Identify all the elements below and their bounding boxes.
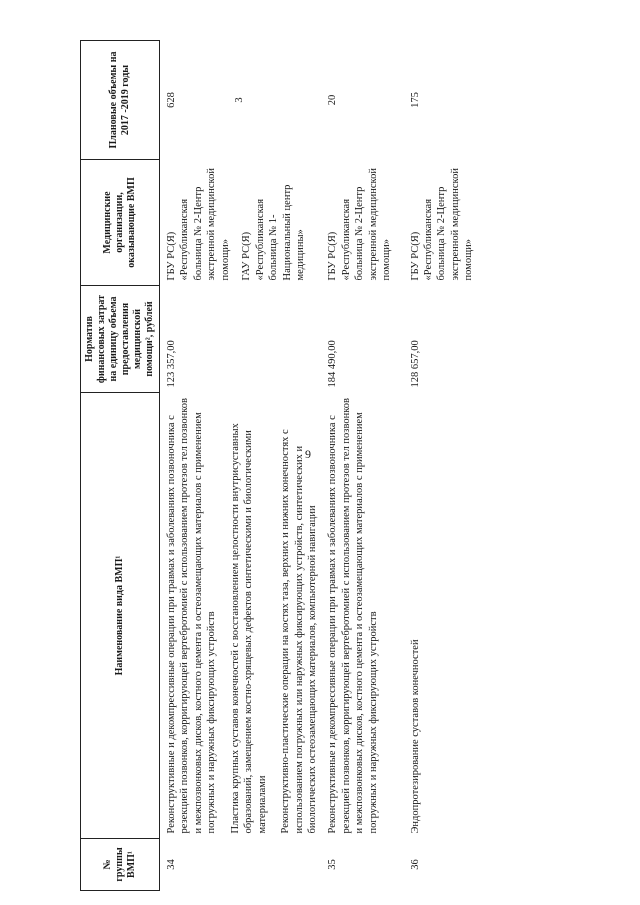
table-row xyxy=(160,41,322,891)
vmp-table xyxy=(80,40,486,891)
group-number-cell: 34 xyxy=(166,859,177,870)
organizations-cell xyxy=(160,160,322,286)
group-number-cell: 35 xyxy=(327,859,339,870)
vmp-name-cell xyxy=(321,393,403,839)
vmp-name-cell xyxy=(404,393,486,839)
header-group-number: № группы ВМП¹ xyxy=(81,839,160,891)
planned-volume-cell: 20 xyxy=(327,94,339,106)
organization-text: ГБУ РС(Я) «Республиканская больница № 2-Центр экстренной медицинской помощи» xyxy=(166,168,231,281)
page-number: 9 xyxy=(305,447,311,461)
table-row xyxy=(321,41,403,891)
planned-volume-value: 3 xyxy=(234,97,245,103)
organizations-cell xyxy=(321,160,403,286)
cost-norm-cell: 128 657,00 xyxy=(409,340,421,388)
organization-text: ГБУ РС(Я) «Республиканская больница № 2-Центр экстренной медицинской помощи» xyxy=(409,168,475,281)
header-medical-organizations: Медицинские организации, оказывающие ВМП xyxy=(81,160,160,286)
organization-text: ГАУ РС(Я) «Республиканская больница № 1-Национальный центр медицины» xyxy=(241,184,306,281)
organizations-cell xyxy=(404,160,486,286)
planned-volume-cell: 175 xyxy=(409,92,421,108)
vmp-name-text: Реконструктивные и декомпрессивные операции при травмах и заболеваниях позвоночника с резекцией позвонков, корригирующей вертебротомией с использованием протезов тел позвонков и межпозвонковых дисков, костного цемента и остеозамещающих материалов с применением погружных и наружных фиксирующих устройств xyxy=(166,398,218,834)
vmp-name-cell xyxy=(160,393,322,839)
header-planned-volumes: Плановые объемы на 2017 -2019 годы xyxy=(81,41,160,160)
header-cost-norm: Норматив финансовых затрат на единицу объема предоставления медицинской помощи², рублей xyxy=(81,286,160,393)
organization-text: ГБУ РС(Я) «Республиканская больница № 2-Центр экстренной медицинской помощи» xyxy=(327,168,393,281)
table-row xyxy=(404,41,486,891)
vmp-name-text: Реконструктивно-пластические операции на костях таза, верхних и нижних конечностях с использованием погружных или наружных фиксирующих устройств, синтетических и биологических остеозамещающих материалов, компьютерной навигации xyxy=(280,429,318,834)
vmp-name-text: Эндопротезирование суставов конечностей xyxy=(409,639,421,834)
group-number-cell: 36 xyxy=(409,859,421,870)
planned-volume-value: 628 xyxy=(166,92,177,108)
vmp-name-text: Реконструктивные и декомпрессивные операции при травмах и заболеваниях позвоночника с резекцией позвонков, корригирующей вертебротомией с использованием протезов тел позвонков и межпозвонковых дисков, костного цемента и остеозамещающих материалов с применением погружных и наружных фиксирующих устройств xyxy=(327,398,379,834)
header-vmp-name: Наименование вида ВМП¹ xyxy=(81,393,160,839)
cost-norm-cell: 123 357,00 xyxy=(166,340,177,388)
cost-norm-cell: 184 490,00 xyxy=(327,340,339,388)
planned-volume-cell xyxy=(160,41,322,160)
vmp-name-text: Пластика крупных суставов конечностей с восстановлением целостности внутрисуставных образований, замещением костно-хрящевых дефектов синтетическими и биологическими материалами xyxy=(229,423,268,834)
table-header-row xyxy=(81,41,160,891)
